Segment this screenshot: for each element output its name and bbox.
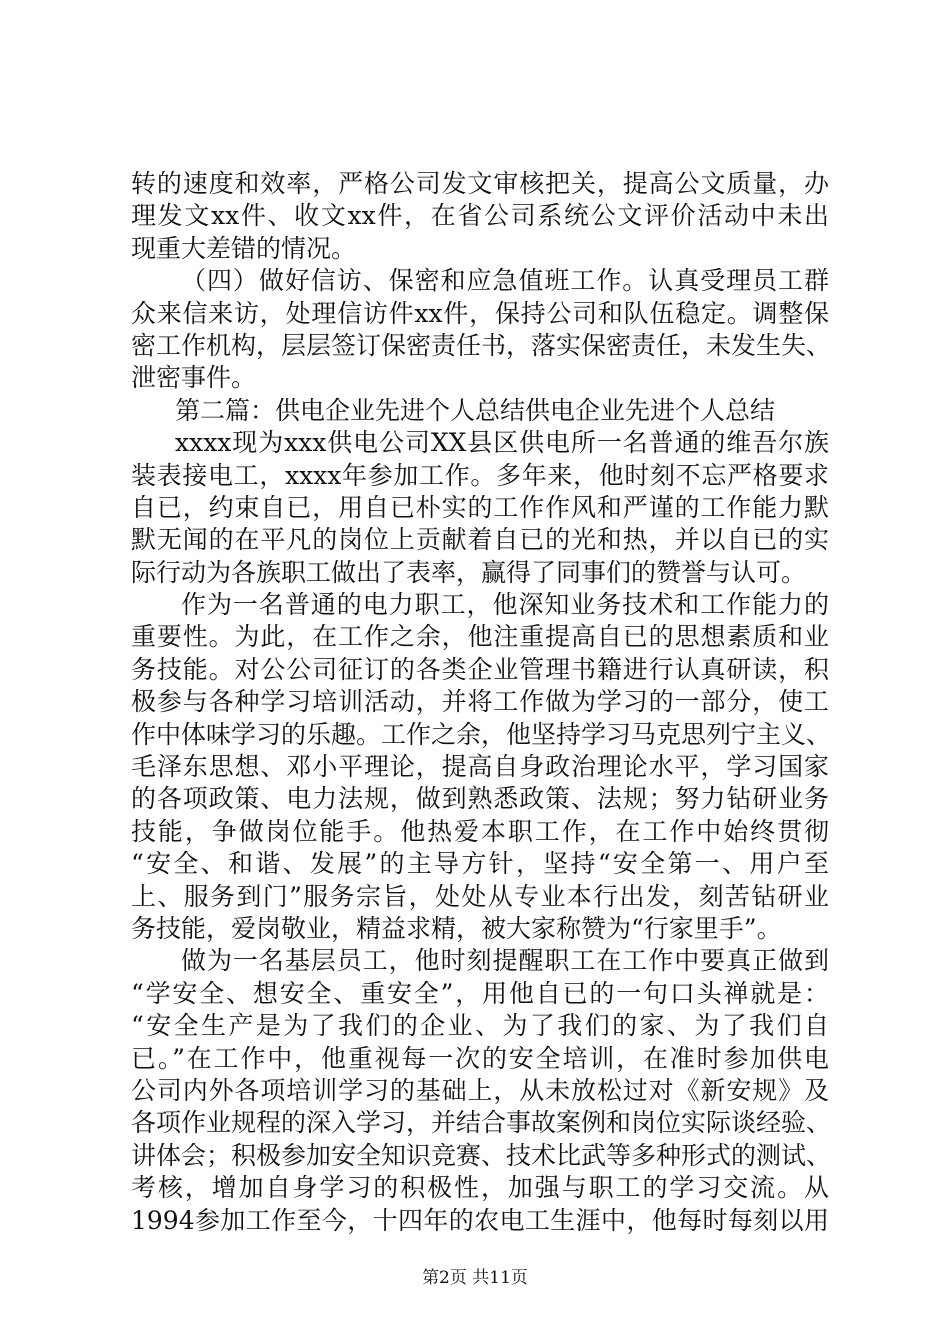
section-title: 第二篇：供电企业先进个人总结供电企业先进个人总结 [175, 395, 776, 425]
text-line: 毛泽东思想、邓小平理论，提高自身政治理论水平，学习国家 [131, 752, 829, 782]
text-line: 现重大差错的情况。 [131, 233, 357, 263]
text-line: 务技能，爱岗敬业，精益求精，被大家称赞为“行家里手”。 [131, 913, 782, 943]
text-line: 默无闻的在平凡的岗位上贡献着自已的光和热，并以自已的实 [131, 525, 829, 555]
page-number-footer: 第2页 共11页 [422, 1268, 528, 1288]
text-line: 1994参加工作至今，十四年的农电工生涯中，他每时每刻以用 [131, 1205, 829, 1235]
text-line: “学安全、想安全、重安全”，用他自已的一句口头禅就是： [131, 978, 829, 1008]
paragraph-heading: （四）做好信访、保密和应急值班工作。认真受理员工群 [181, 266, 829, 296]
text-line: 密工作机构，层层签订保密责任书，落实保密责任，未发生失、 [131, 330, 832, 360]
text-line: 泄密事件。 [131, 363, 257, 393]
text-line: 作为一名普通的电力职工，他深知业务技术和工作能力的 [181, 590, 829, 620]
text-line: 作中体味学习的乐趣。工作之余，他坚持学习马克思列宁主义、 [131, 719, 832, 749]
text-line: 技能，争做岗位能手。他热爱本职工作，在工作中始终贯彻 [131, 816, 829, 846]
text-line: “安全生产是为了我们的企业、为了我们的家、为了我们自 [131, 1011, 829, 1041]
text-line: 极参与各种学习培训活动，并将工作做为学习的一部分，使工 [131, 687, 829, 717]
text-line: 务技能。对公公司征订的各类企业管理书籍进行认真研读，积 [131, 654, 829, 684]
text-line: 际行动为各族职工做出了表率，赢得了同事们的赞誉与认可。 [131, 557, 807, 587]
text-line: 上、服务到门”服务宗旨，处处从专业本行出发，刻苦钻研业 [131, 881, 829, 911]
text-line: 各项作业规程的深入学习，并结合事故案例和岗位实际谈经验、 [131, 1108, 832, 1138]
text-line: 做为一名基层员工，他时刻提醒职工在工作中要真正做到 [181, 946, 829, 976]
document-body [131, 168, 832, 1237]
text-line: 众来信来访，处理信访件xx件，保持公司和队伍稳定。调整保 [131, 298, 829, 328]
text-line: xxxx现为xxx供电公司XX县区供电所一名普通的维吾尔族 [175, 428, 829, 458]
text-line: “安全、和谐、发展”的主导方针，坚持“安全第一、用户至 [131, 849, 829, 879]
text-line: 公司内外各项培训学习的基础上，从未放松过对《新安规》及 [131, 1075, 829, 1105]
text-line: 讲体会；积极参加安全知识竞赛、技术比武等多种形式的测试、 [131, 1140, 832, 1170]
text-line: 重要性。为此，在工作之余，他注重提高自已的思想素质和业 [131, 622, 829, 652]
text-line: 装表接电工，xxxx年参加工作。多年来，他时刻不忘严格要求 [131, 460, 829, 490]
text-line: 自已，约束自已，用自已朴实的工作作风和严谨的工作能力默 [131, 492, 829, 522]
text-line: 的各项政策、电力法规，做到熟悉政策、法规；努力钻研业务 [131, 784, 829, 814]
text-line: 已。”在工作中，他重视每一次的安全培训，在准时参加供电 [131, 1043, 829, 1073]
text-line: 考核，增加自身学习的积极性，加强与职工的学习交流。从 [131, 1173, 829, 1203]
text-line: 理发文xx件、收文xx件，在省公司系统公文评价活动中未出 [131, 201, 829, 231]
text-line: 转的速度和效率，严格公司发文审核把关，提高公文质量，办 [131, 169, 829, 198]
